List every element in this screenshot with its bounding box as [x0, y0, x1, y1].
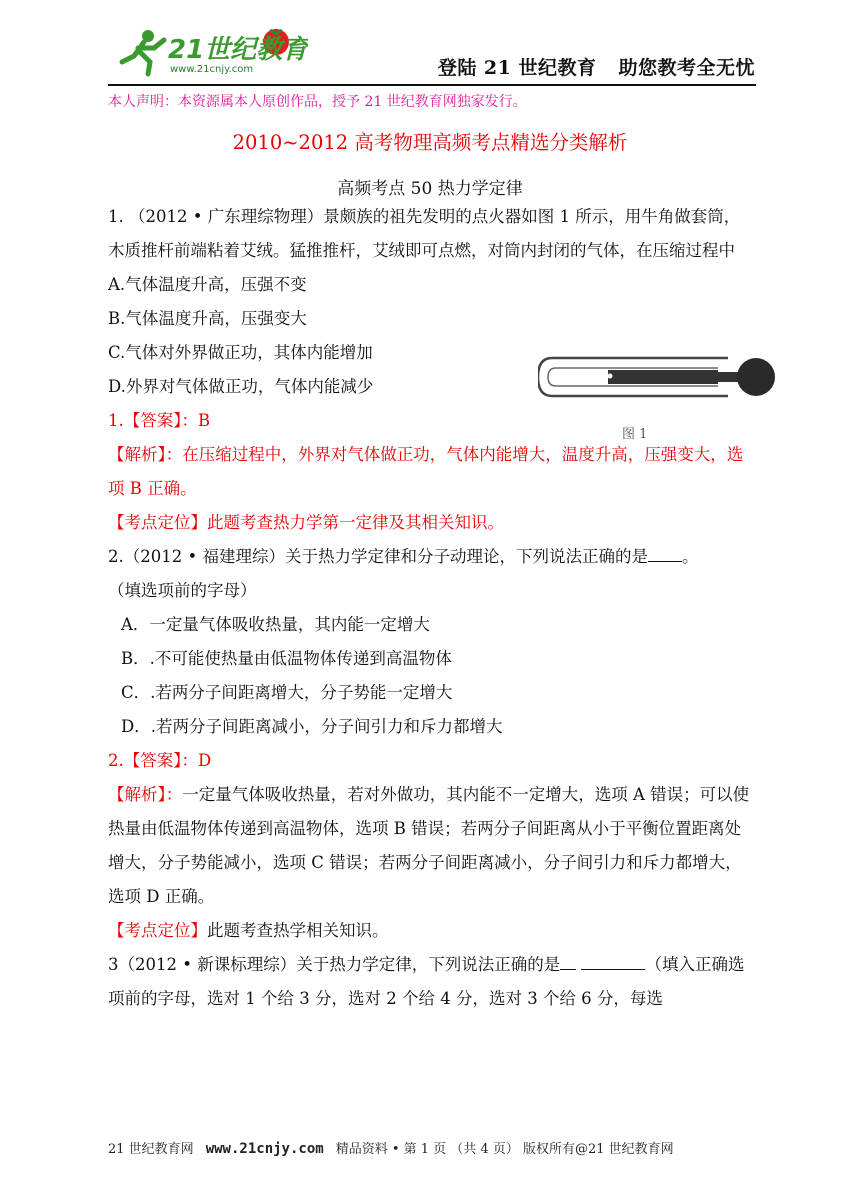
header-divider — [108, 84, 756, 86]
q1-point: 【考点定位】此题考查热力学第一定律及其相关知识。 — [108, 513, 504, 532]
q2-answer-blank — [648, 547, 682, 562]
q2-point-text: 此题考查热学相关知识。 — [207, 921, 389, 940]
q2-stem-end: 。 — [681, 547, 699, 566]
page-footer — [108, 1138, 674, 1157]
slogan-help: 助您教考全无忧 — [618, 57, 755, 79]
q3-answer-blank-1 — [560, 955, 576, 970]
q1-stem: 1. （2012 • 广东理综物理）景颇族的祖先发明的点火器如图 1 所示，用牛角做套筒，木质推杆前端粘着艾绒。猛推推杆，艾绒即可点燃，对筒内封闭的气体，在压缩过程中 — [108, 207, 741, 260]
q2-stem-note: （填选项前的字母） — [108, 581, 257, 600]
document-body — [108, 200, 756, 1016]
igniter-figure — [538, 348, 778, 444]
q2-answer: 2.【答案】：D — [108, 751, 212, 770]
q1-answer: 1.【答案】：B — [108, 411, 211, 430]
copyright-notice: 本人声明：本资源属本人原创作品，授予 21 世纪教育网独家发行。 — [108, 94, 527, 110]
logo — [108, 22, 308, 80]
svg-text:21世纪教育: 21世纪教育 — [168, 35, 308, 65]
q3-stem-text: 3（2012 • 新课标理综）关于热力学定律，下列说法正确的是 — [108, 955, 561, 974]
q2-option-c: C．.若两分子间距离增大，分子势能一定增大 — [121, 683, 453, 702]
push-rod-icon — [608, 358, 776, 396]
page-header — [0, 0, 860, 86]
section-title: 高频考点 50 热力学定律 — [337, 179, 523, 199]
q1-option-c: C.气体对外界做正功，其体内能增加 — [108, 343, 373, 362]
figure-label: 图 1 — [622, 427, 648, 442]
q2-point-label: 【考点定位】 — [108, 921, 207, 940]
footer-info: 精品资料 • 第 1 页 （共 4 页） 版权所有@21 世纪教育网 — [335, 1142, 674, 1157]
q2-analysis-label: 【解析】： — [108, 785, 183, 804]
q2-option-a: A．一定量气体吸收热量，其内能一定增大 — [121, 615, 430, 634]
running-man-icon — [122, 30, 164, 74]
q3-stem — [108, 948, 756, 1016]
q2-analysis-text: 一定量气体吸收热量，若对外做功，其内能不一定增大，选项 A 错误；可以使热量由低温物体传递到高温物体，选项 B 错误；若两分子间距离从小于平衡位置距离处增大，分子势能减小，选项 C 错误；若两分子间距离减小，分子间引力和斥力都增大，选项 D 正确。 — [108, 785, 750, 906]
document-title: 2010~2012 高考物理高频考点精选分类解析 — [232, 131, 628, 154]
q2-point — [108, 914, 756, 948]
footer-url[interactable]: www.21cnjy.com — [205, 1141, 324, 1157]
q2-option-d: D．.若两分子间距离减小，分子间引力和斥力都增大 — [121, 717, 503, 736]
q1-option-b: B.气体温度升高，压强变大 — [108, 309, 307, 328]
slogan-login: 登陆 21 世纪教育 — [437, 57, 597, 79]
q2-option-b: B．.不可能使热量由低温物体传递到高温物体 — [121, 649, 452, 668]
q2-analysis — [108, 778, 756, 914]
q1-option-a: A.气体温度升高，压强不变 — [108, 275, 307, 294]
q1-option-d: D.外界对气体做正功，气体内能减少 — [108, 377, 374, 396]
footer-site: 21 世纪教育网 — [108, 1142, 194, 1157]
header-slogan — [416, 53, 755, 80]
q3-stem-rest: （填入正确选项前的字母，选对 1 个给 3 分，选对 2 个给 4 分，选对 3 个给 6 分，每选 — [108, 955, 745, 1008]
q2-stem-text: 2.（2012 • 福建理综）关于热力学定律和分子动理论，下列说法正确的是 — [108, 547, 648, 566]
q1-analysis: 【解析】：在压缩过程中，外界对气体做正功，气体内能增大，温度升高，压强变大，选项 B 正确。 — [108, 445, 744, 498]
q2-stem — [108, 540, 756, 574]
svg-text:www.21cnjy.com: www.21cnjy.com — [170, 64, 254, 75]
q3-answer-blank-2 — [581, 955, 645, 970]
